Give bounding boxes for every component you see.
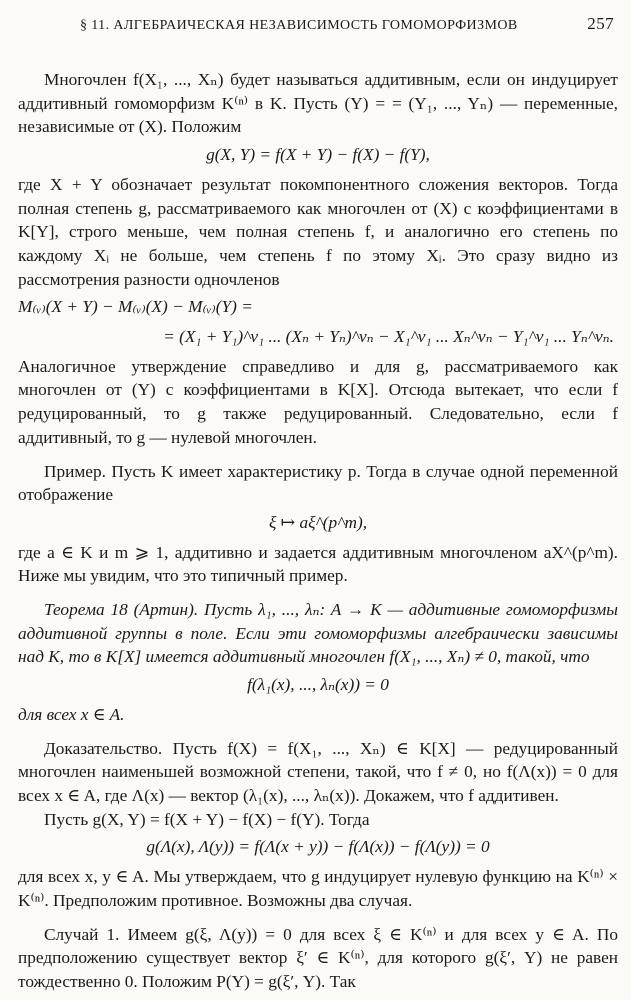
paragraph-gap — [18, 727, 618, 737]
running-head — [18, 14, 618, 34]
paragraph: для всех x, y ∈ A. Мы утверждаем, что g индуцирует нулевую функцию на K⁽ⁿ⁾ × K⁽ⁿ⁾. Предположим противное. Возможны два случая. — [18, 867, 618, 910]
display-formula: g(X, Y) = f(X + Y) − f(X) − f(Y), — [206, 145, 430, 165]
display-formula: g(Λ(x), Λ(y)) = f(Λ(x + y)) − f(Λ(x)) − f(Λ(y)) = 0 — [146, 837, 490, 857]
paragraph: Случай 1. Имеем g(ξ, Λ(y)) = 0 для всех ξ ∈ K⁽ⁿ⁾ и для всех y ∈ A. По предположению существует вектор ξ′ ∈ K⁽ⁿ⁾, для которого g(ξ′, Y) не равен тождественно 0. Положим P(Y) = g(ξ′, Y). Так — [18, 924, 618, 991]
paragraph: Пусть g(X, Y) = f(X + Y) − f(X) − f(Y). Тогда — [44, 809, 370, 829]
page — [18, 14, 618, 994]
display-formula: = (X₁ + Y₁)^ν₁ ... (Xₙ + Yₙ)^νₙ − X₁^ν₁ ... Xₙ^νₙ − Y₁^ν₁ ... Yₙ^νₙ. — [163, 327, 614, 347]
section-title: § 11. АЛГЕБРАИЧЕСКАЯ НЕЗАВИСИМОСТЬ ГОМОМОРФИЗМОВ — [80, 18, 518, 33]
display-formula: f(λ₁(x), ..., λₙ(x)) = 0 — [247, 675, 389, 695]
paragraph: где X + Y обозначает результат покомпонентного сложения векторов. Тогда полная степень g, рассматриваемого как многочлен от (X) с коэффициентами в K[Y], строго меньше, чем полная степень f, и аналогично его степень по каждому Xᵢ не больше, чем степень f по этому Xᵢ. Это сразу видно из рассмотрения разности одночленов — [18, 174, 618, 289]
paragraph-gap — [18, 913, 618, 923]
paragraph: Многочлен f(X₁, ..., Xₙ) будет называться аддитивным, если он индуцирует аддитивный гомоморфизм K⁽ⁿ⁾ в K. Пусть (Y) = = (Y₁, ..., Yₙ) — переменные, независимые от (X). Положим — [18, 70, 618, 137]
paragraph: для всех x ∈ A. — [18, 704, 125, 724]
display-formula: M₍ᵥ₎(X + Y) − M₍ᵥ₎(X) − M₍ᵥ₎(Y) = — [18, 297, 253, 317]
paragraph-gap — [18, 588, 618, 598]
paragraph: Пример. Пусть K имеет характеристику p. Тогда в случае одной переменной отображение — [18, 461, 618, 505]
paragraph: где a ∈ K и m ⩾ 1, аддитивно и задается аддитивным многочленом aX^(p^m). Ниже мы увидим, что это типичный пример. — [18, 542, 618, 586]
paragraph: Аналогичное утверждение справедливо и для g, рассматриваемого как многочлен от (Y) с коэффициентами в K[X]. Отсюда вытекает, что если f редуцированный, то g также редуцированный. Следовательно, если f аддитивный, то g — нулевой многочлен. — [18, 356, 618, 447]
display-formula: ξ ↦ aξ^(p^m), — [268, 512, 368, 532]
paragraph: Доказательство. Пусть f(X) = f(X₁, ..., Xₙ) ∈ K[X] — редуцированный многочлен наименьшей возможной степени, такой, что f ≠ 0, но f(Λ(x)) = 0 для всех x ∈ A, где Λ(x) — вектор (λ₁(x), ..., λₙ(x)). Докажем, что f аддитивен. — [18, 738, 618, 805]
paragraph: Теорема 18 (Артин). Пусть λ₁, ..., λₙ: A → K — аддитивные гомоморфизмы аддитивной группы в поле. Если эти гомоморфизмы алгебраически зависимы над K, то в K[X] имеется аддитивный многочлен f(X₁, ..., Xₙ) ≠ 0, такой, что — [18, 600, 618, 667]
page-number: 257 — [587, 14, 614, 33]
page-body — [18, 68, 618, 994]
paragraph-gap — [18, 450, 618, 460]
